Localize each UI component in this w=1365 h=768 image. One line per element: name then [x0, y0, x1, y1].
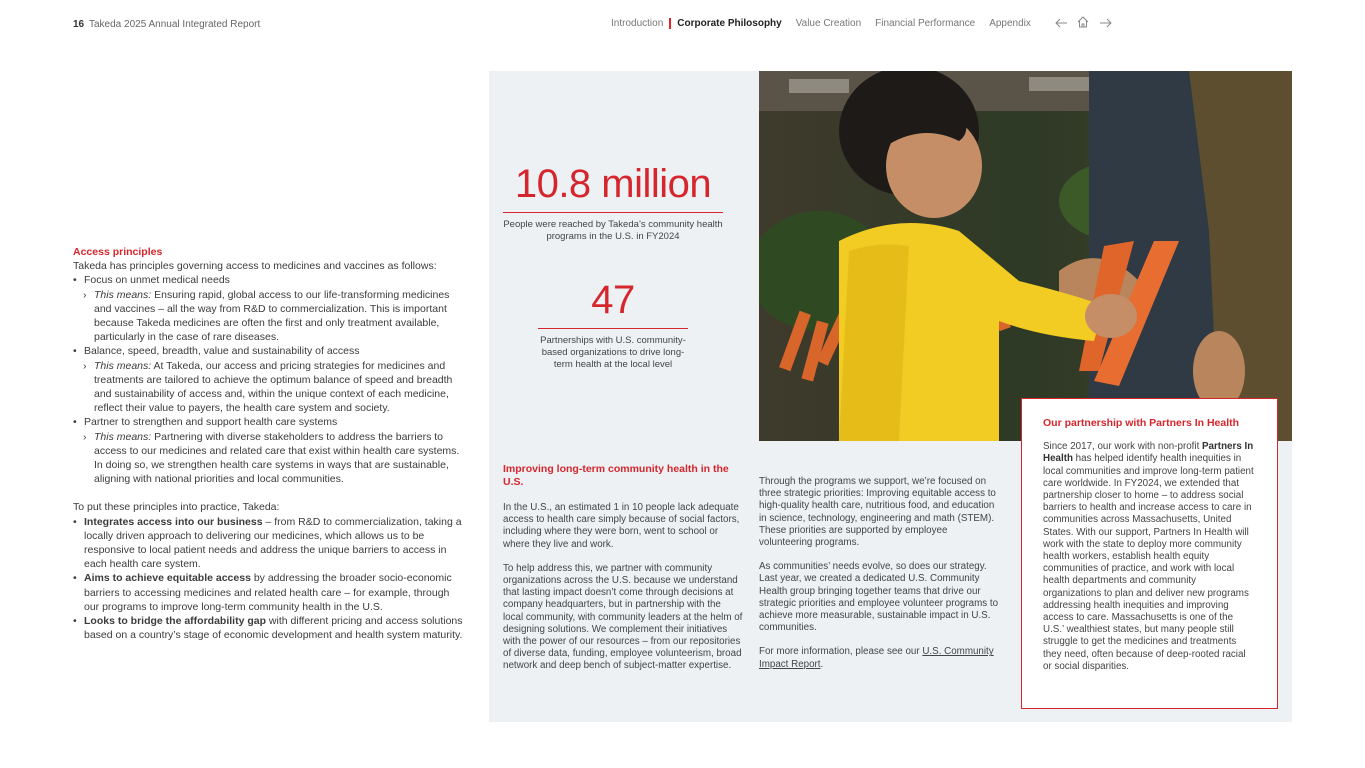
priorities-para-3-lead: For more information, please see our: [759, 646, 923, 658]
practice-item-2-bold: Aims to achieve equitable access: [84, 572, 251, 585]
access-principles-intro: Takeda has principles governing access to medicines and vaccines as follows:: [73, 260, 437, 273]
access-principles-section: [73, 245, 465, 642]
principle-3-text: Partnering with diverse stakeholders to address the barriers to access to our medicines and related care that exist within health care systems. In doing so, we strengthen health care systems in ways that are sustainable, aligning with national priorities and local communities.: [94, 430, 460, 486]
this-means-label: This means:: [94, 288, 152, 301]
stat-partnerships: [538, 276, 688, 371]
stat-partnerships-value: 47: [591, 278, 635, 322]
community-health-para-1: In the U.S., an estimated 1 in 10 people lack adequate access to health care simply because of social factors, including where they were born, went to school or where they live and work.: [503, 502, 740, 550]
access-principles-heading: Access principles: [73, 246, 163, 258]
partners-in-health-text: [1043, 441, 1256, 673]
priorities-para-3: [759, 646, 1001, 670]
this-means-label: This means:: [94, 359, 152, 372]
stat-people-reached-value: 10.8 million: [514, 162, 712, 206]
community-health-heading: Improving long-term community health in the U.S.: [503, 463, 729, 488]
principle-3-detail: [73, 430, 465, 487]
principle-2-detail: [73, 359, 465, 416]
nav-introduction[interactable]: Introduction: [611, 18, 664, 29]
stat-divider: [503, 212, 723, 213]
practice-item-1-text: – from R&D to commercialization, taking a locally driven approach to delivering our medicines, which allows us to be responsive to local patient needs and address the unique barriers to access in each health care system.: [84, 515, 462, 571]
nav-icons: [1054, 16, 1112, 31]
practice-item-3-text: with different pricing and access solutions based on a country’s stage of economic development and health system maturity.: [84, 615, 463, 642]
practice-list: [73, 515, 465, 643]
principle-2-text: At Takeda, our access and pricing strategies for medicines and treatments are tailored to achieve the optimum balance of speed and breadth and sustainability of access and, within the unique context of each medicine, reflect their value to payers, the health care system and society.: [94, 359, 453, 415]
stat-partnerships-caption: Partnerships with U.S. community-based organizations to drive long-term health at the local level: [540, 335, 686, 370]
stat-people-reached: [503, 160, 723, 243]
practice-intro: To put these principles into practice, Takeda:: [73, 501, 280, 514]
partners-in-health-box: [1021, 398, 1278, 709]
arrow-right-icon[interactable]: [1098, 16, 1112, 31]
page-number: 16: [73, 19, 85, 30]
partners-in-health-name: Partners In Health: [1043, 441, 1254, 465]
section-nav: [611, 18, 1045, 29]
stat-divider: [538, 328, 688, 329]
community-health-para-2: To help address this, we partner with community organizations across the U.S. because we understand that lasting impact doesn’t come through decisions at company headquarters, but in partnership with the local community, with community leaders at the helm of designing solutions. We complement their initiatives with the power of our resources – from our repositories of diverse data, funding, employee volunteerism, broad network and deep bench of subject-matter expertise.: [503, 562, 743, 672]
principle-3: • Partner to strengthen and support health care systems: [73, 415, 465, 429]
principle-1-text: Ensuring rapid, global access to our life-transforming medicines and vaccines – all the way from R&D to commercialization. This is important because Takeda medicines are often the first and only treatment available, particularly in the case of rare diseases.: [94, 288, 450, 344]
child-carrots-photo: [759, 71, 1292, 441]
practice-item-2-text: by addressing the broader socio-economic barriers to accessing medicines and related health care – for example, through our programs to improve long-term community health in the U.S.: [84, 572, 452, 613]
partners-in-health-lead: Since 2017, our work with non-profit: [1043, 441, 1203, 453]
partners-in-health-body: has helped identify health inequities in local communities and improve long-term patient care worldwide. In FY2024, we extended that partnership closer to home – to address social barriers to health and increase access to care in communities across Massachusetts, United States. With our support, Partners In Health will work with the state to deploy more community health workers, establish health equity communities of practice, and work with local health departments and community organizations to plan and deliver new programs addressing health inequities and improving access to care. Massachusetts is one of the U.S.’ wealthiest states, but many people still struggle to get the medicines and treatments they need, often because of deep-rooted racial or social disparities.: [1043, 453, 1254, 672]
priorities-para-2: As communities’ needs evolve, so does our strategy. Last year, we created a dedicated U.S. Community Health group bringing together teams that drive our strategic priorities and employee volunteer programs to achieve more measurable, sustainable impact in U.S. communities.: [759, 561, 999, 634]
practice-item-3: [73, 614, 465, 642]
priorities-para-3-end: .: [820, 658, 824, 670]
community-impact-report-link[interactable]: U.S. Community Impact Report: [759, 646, 994, 670]
home-icon[interactable]: [1076, 16, 1090, 31]
this-means-label: This means:: [94, 430, 152, 443]
practice-item-1-bold: Integrates access into our business: [84, 515, 263, 528]
principle-1: • Focus on unmet medical needs: [73, 273, 465, 287]
practice-item-2: [73, 571, 465, 614]
principles-list: [73, 273, 465, 486]
principle-2: • Balance, speed, breadth, value and sustainability of access: [73, 344, 465, 358]
priorities-para-1: Through the programs we support, we’re focused on three strategic priorities: Improving equitable access to high-quality health care, nutritious food, and education in science, technology, engineering and math (STEM). These priorities are supported by employee volunteering programs.: [759, 476, 996, 549]
arrow-left-icon[interactable]: [1054, 16, 1068, 31]
strategic-priorities-column: [759, 476, 1001, 671]
top-bar: [0, 0, 1365, 52]
photo-illustration: [759, 71, 1292, 441]
nav-value-creation[interactable]: Value Creation: [795, 18, 862, 29]
principle-1-detail: [73, 288, 465, 345]
practice-item-3-bold: Looks to bridge the affordability gap: [84, 615, 267, 628]
nav-appendix[interactable]: Appendix: [989, 18, 1031, 29]
stat-people-reached-caption: People were reached by Takeda’s community health programs in the U.S. in FY2024: [503, 219, 723, 242]
partners-in-health-heading: Our partnership with Partners In Health: [1043, 417, 1240, 429]
nav-corporate-philosophy[interactable]: Corporate Philosophy: [669, 18, 781, 29]
document-title: Takeda 2025 Annual Integrated Report: [89, 19, 261, 30]
practice-item-1: [73, 515, 465, 572]
nav-financial-performance[interactable]: Financial Performance: [875, 18, 976, 29]
community-health-column: [503, 463, 743, 673]
